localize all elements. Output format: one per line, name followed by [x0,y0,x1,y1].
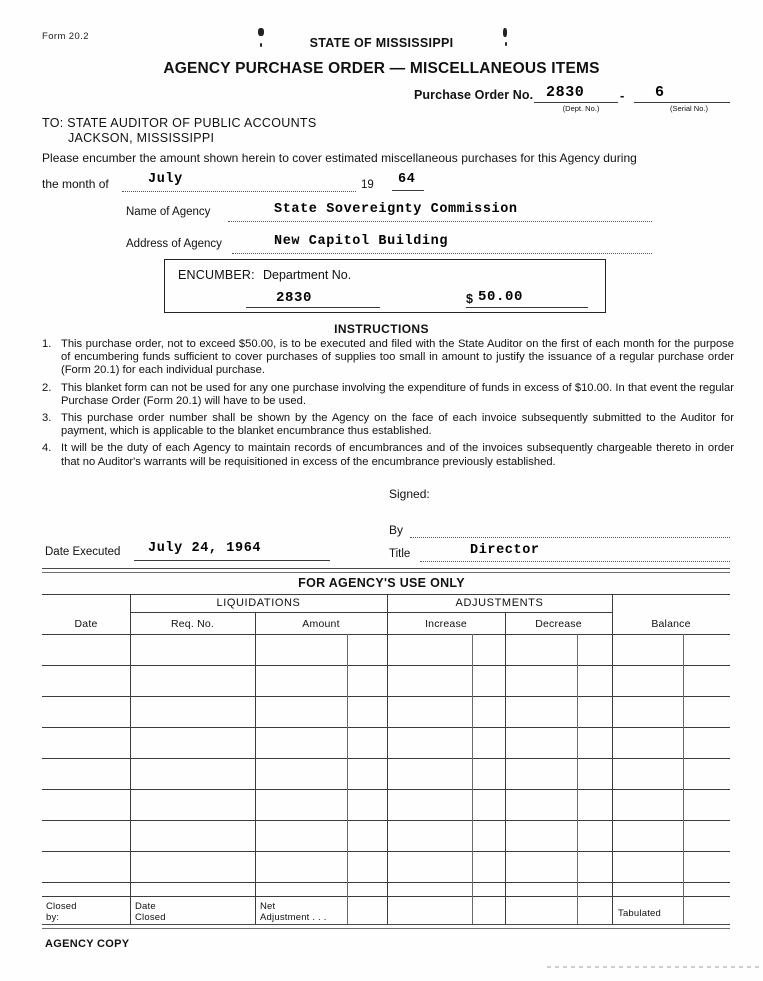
table-header-bottom [42,634,730,635]
month-underline [122,191,356,192]
column-header-date: Date [74,618,98,630]
instructions-list [42,338,734,473]
title-value: Director [470,543,540,558]
po-dept-underline [534,102,618,103]
footer-date-closed [135,901,166,923]
dollar-sign: $ [466,292,473,306]
agency-address-underline [232,253,652,254]
col-divider-date [130,594,131,924]
instruction-text: This purchase order number shall be shown by the Agency on the face of each invoice subsequently submitted to the Auditor for payment, which is applicable to the blanket encumbrance thus established. [61,412,734,438]
encumber-dept-value: 2830 [276,290,313,306]
document-title: AGENCY PURCHASE ORDER — MISCELLANEOUS ITEMS [163,60,600,77]
addressee-line-1: TO: STATE AUDITOR OF PUBLIC ACCOUNTS [42,116,317,130]
agency-copy-note: AGENCY COPY [45,938,130,950]
agency-address-label: Address of Agency [126,238,222,250]
cents-divider-balance [683,634,684,924]
instruction-item [42,382,734,408]
instruction-number: 1. [42,338,52,350]
serial-no-caption: (Serial No.) [670,104,708,113]
cents-divider-amount [347,634,348,924]
ink-speck [258,28,264,36]
date-executed-label: Date Executed [45,546,121,558]
month-value: July [148,172,183,187]
instruction-number: 4. [42,442,52,455]
encumber-amount-underline [466,307,588,308]
column-header-req-no: Req. No. [170,618,215,630]
encumber-dept-underline [246,307,380,308]
cents-divider-decrease [577,634,578,924]
col-divider-reqno [255,612,256,924]
table-row-divider [42,696,730,697]
footer-closed-by-line1: Closed [46,901,77,912]
agency-name-value: State Sovereignty Commission [274,202,518,217]
table-row-divider [42,789,730,790]
po-serial-underline [634,102,730,103]
encumber-paragraph: Please encumber the amount shown herein to cover estimated miscellaneous purchases for this Agency during [42,151,637,165]
col-divider-increase [505,612,506,924]
section-divider-2 [42,572,730,573]
instruction-text: This purchase order, not to exceed $50.00, is to be executed and filed with the State Auditor on the first of each month for the purpose of encumbering funds sufficient to cover purchases of supplies too small in amount to justify the issuance of a regular purchase order (Form 20.1) for each individual purchase. [61,338,734,377]
footer-net-adjustment [260,901,327,923]
table-group-header-divider [130,612,612,613]
title-underline [420,561,730,562]
footer-tabulated: Tabulated [618,908,662,919]
by-label: By [389,523,404,537]
table-row-divider [42,820,730,821]
year-prefix: 19 [361,179,374,191]
month-label: the month of [42,177,109,191]
table-row-divider [42,758,730,759]
instruction-item [42,338,734,378]
column-header-increase: Increase [425,618,467,630]
by-underline [410,537,730,538]
agency-address-value: New Capitol Building [274,234,449,249]
table-footer-divider [42,896,730,897]
form-number: Form 20.2 [42,31,89,42]
instructions-title: INSTRUCTIONS [334,322,429,336]
scan-artifact [545,966,760,968]
purchase-order-dash: - [620,88,625,103]
encumber-box-title: ENCUMBER: [178,268,255,282]
col-divider-decrease [612,594,613,924]
column-header-decrease: Decrease [535,618,582,630]
year-value: 64 [398,172,416,187]
date-executed-value: July 24, 1964 [148,541,262,556]
agency-name-label: Name of Agency [126,206,211,218]
instruction-text: This blanket form can not be used for any one purchase involving the expenditure of funds in excess of $10.00. In that event the regular Purchase Order (Form 20.1) will have to be used. [61,381,734,407]
purchase-order-label: Purchase Order No. [414,88,534,102]
instruction-number: 2. [42,381,52,394]
footer-closed-by [46,901,77,923]
table-row-divider [42,882,730,883]
group-header-liquidations: LIQUIDATIONS [216,597,301,609]
cents-divider-increase [472,634,473,924]
table-bottom-border [42,924,730,925]
footer-net-adjustment-line1: Net [260,901,276,912]
table-top-border [42,594,730,595]
title-label: Title [389,548,411,560]
instruction-text: It will be the duty of each Agency to maintain records of encumbrances and of the invoices subsequently chargeable thereto in order that no Auditor's warrants will be requisitioned in excess of the encumbrance previously established. [61,442,734,468]
footer-date-closed-line2: Closed [135,912,166,923]
instruction-item [42,412,734,438]
section-divider [42,568,730,569]
column-header-balance: Balance [651,618,691,630]
purchase-order-dept-value: 2830 [546,84,585,101]
instruction-item [42,442,734,468]
col-divider-amount [387,594,388,924]
encumber-amount-value: 50.00 [478,289,524,305]
addressee-line-2: JACKSON, MISSISSIPPI [68,131,215,145]
footer-net-adjustment-line2: Adjustment . . . [260,912,327,923]
table-bottom-border-2 [42,928,730,929]
agency-name-underline [228,221,652,222]
table-row-divider [42,851,730,852]
addressee-block [42,116,317,146]
encumber-dept-label: Department No. [263,268,352,282]
table-row-divider [42,665,730,666]
agency-use-table [42,594,730,924]
instruction-number: 3. [42,412,52,425]
table-section-title: FOR AGENCY'S USE ONLY [298,576,465,590]
footer-date-closed-line1: Date [135,901,156,912]
column-header-amount: Amount [302,618,340,630]
dept-no-caption: (Dept. No.) [562,104,600,113]
signed-label: Signed: [389,487,430,501]
footer-closed-by-line2: by: [46,912,60,923]
table-row-divider [42,727,730,728]
purchase-order-serial-value: 6 [655,84,665,101]
group-header-adjustments: ADJUSTMENTS [455,597,544,609]
date-executed-underline [134,560,330,561]
year-underline [392,190,424,191]
state-heading: STATE OF MISSISSIPPI [309,36,454,50]
